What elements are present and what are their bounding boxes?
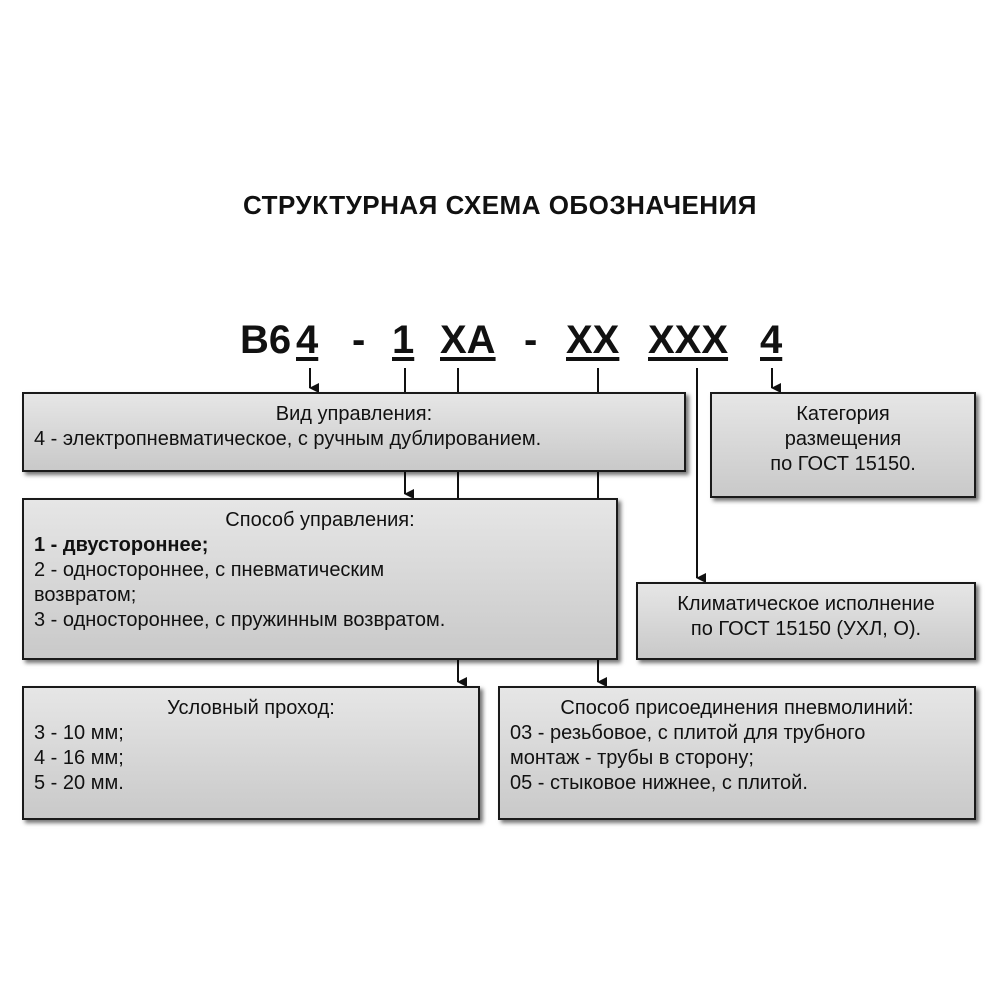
code-xa: ХА xyxy=(440,318,496,362)
control-method-line: 2 - одностороннее, с пневматическим xyxy=(34,559,385,581)
control-method-header: Способ управления: xyxy=(225,509,415,531)
climate-box xyxy=(636,582,976,660)
code-placement: 4 xyxy=(760,318,783,362)
connection-line: 03 - резьбовое, с плитой для трубного xyxy=(510,722,866,744)
connection-box xyxy=(498,686,976,820)
code-control-method: 1 xyxy=(392,318,415,362)
placement-box xyxy=(710,392,976,498)
control-method-line: 3 - одностороннее, с пружинным возвратом. xyxy=(34,609,446,631)
diagram-title: СТРУКТУРНАЯ СХЕМА ОБОЗНАЧЕНИЯ xyxy=(243,190,757,220)
code-connection: ХХ xyxy=(566,318,620,362)
control-type-box xyxy=(22,392,686,472)
control-type-line: 4 - электропневматическое, с ручным дублированием. xyxy=(34,428,542,450)
control-type-header: Вид управления: xyxy=(275,403,433,425)
code-prefix: В6 xyxy=(240,318,292,362)
control-method-box xyxy=(22,498,618,660)
nominal-bore-header: Условный проход: xyxy=(167,697,335,719)
nominal-bore-line: 5 - 20 мм. xyxy=(34,772,124,794)
connection-line: монтаж - трубы в сторону; xyxy=(510,747,754,769)
code-climate: ХХХ xyxy=(648,318,729,362)
code-dash-2: - xyxy=(524,318,538,362)
control-method-line: возвратом; xyxy=(34,584,137,606)
connection-line: 05 - стыковое нижнее, с плитой. xyxy=(510,772,808,794)
nominal-bore-line: 4 - 16 мм; xyxy=(34,747,124,769)
connection-header: Способ присоединения пневмолиний: xyxy=(560,697,914,719)
nominal-bore-line: 3 - 10 мм; xyxy=(34,722,124,744)
code-dash-1: - xyxy=(352,318,366,362)
placement-line: по ГОСТ 15150. xyxy=(770,453,916,475)
placement-line: Категория xyxy=(796,403,890,425)
climate-line: Климатическое исполнение xyxy=(677,593,935,615)
nominal-bore-box xyxy=(22,686,480,820)
climate-line: по ГОСТ 15150 (УХЛ, О). xyxy=(690,618,922,640)
code-control-type: 4 xyxy=(296,318,319,362)
control-method-line: 1 - двустороннее; xyxy=(34,534,209,556)
placement-line: размещения xyxy=(784,428,902,450)
